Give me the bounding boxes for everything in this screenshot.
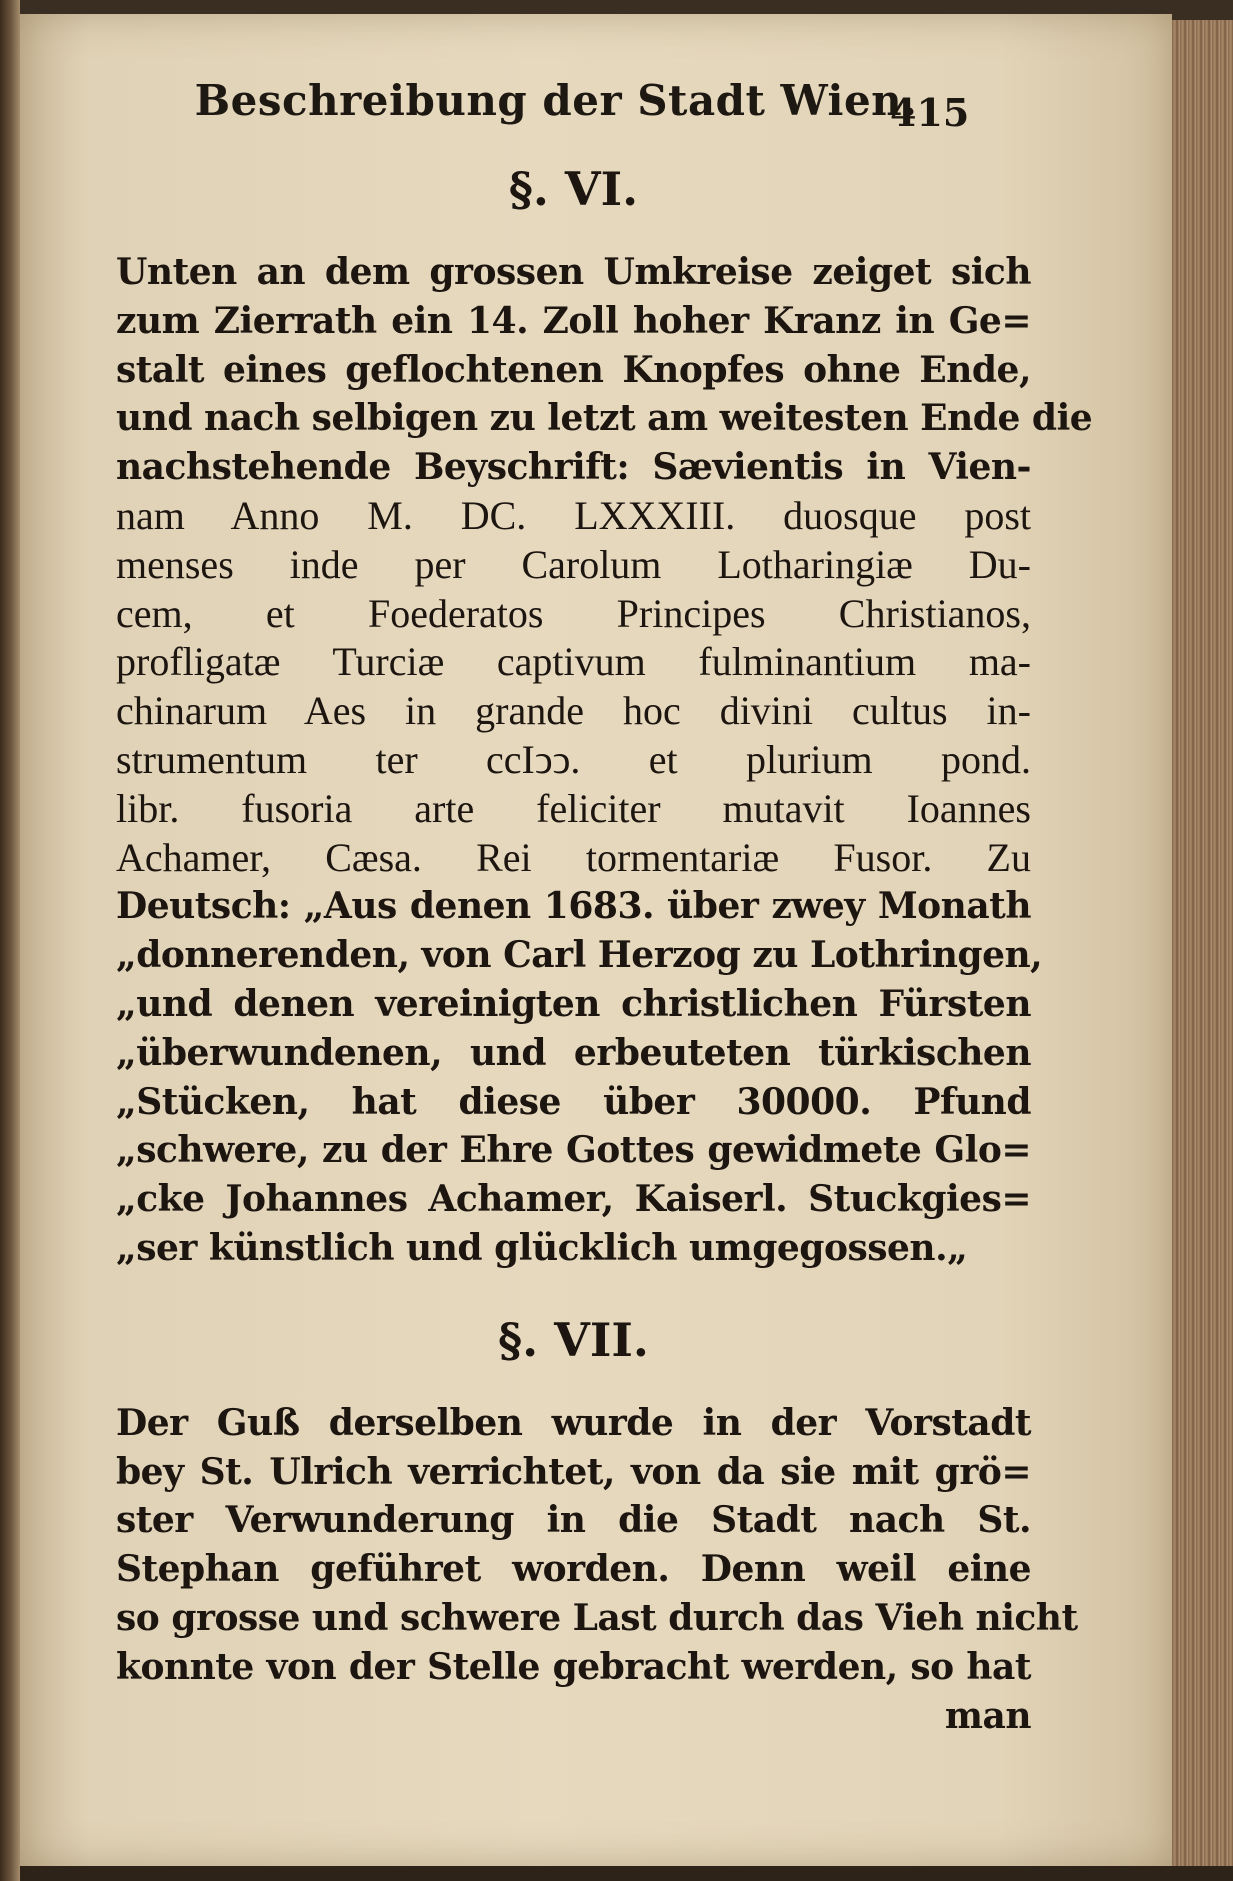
section-vii-body [116,1399,1078,1741]
facing-page-edge [0,0,20,1881]
text-line: Der Guß derselben wurde in der Vorstadt [116,1401,1031,1444]
text-line: „schwere, zu der Ehre Gottes gewidmete Glo= [116,1129,1031,1172]
text-line: cem, et Foederatos Principes Christianos, [116,590,1031,636]
text-line: Unten an dem grossen Umkreise zeiget sich [116,251,1031,293]
text-line: profligatæ Turciæ captivum fulminantium ma- [116,639,1031,685]
page-stack-edge [1172,20,1233,1881]
catchword: man [944,1694,1031,1737]
page-paper [20,14,1172,1866]
running-title: Beschreibung der Stadt Wien. [194,76,918,125]
text-line: „und denen vereinigten christlichen Fürsten [116,982,1031,1025]
spacer [116,1375,1031,1399]
text-line: stalt eines geflochtenen Knopfes ohne Ende, [116,348,1031,391]
text-line: nachstehende Beyschrift: Sævientis in Vien- [116,446,1031,489]
text-line: „cke Johannes Achamer, Kaiserl. Stuckgies= [116,1178,1031,1221]
text-line: Achamer, Cæsa. Rei tormentariæ Fusor. Zu [116,834,1031,880]
text-line: Stephan geführet worden. Denn weil eine [116,1548,1031,1591]
text-line: bey St. Ulrich verrichtet, von da sie mit grö= [116,1450,1031,1493]
text-line: nam Anno M. DC. LXXXIII. duosque post [116,492,1031,538]
text-line: Deutsch: „Aus denen 1683. über zwey Monath [116,885,1031,928]
text-line: so grosse und schwere Last durch das Vieh nicht [116,1596,1078,1639]
text-line: „überwundenen, und erbeuteten türkischen [116,1031,1031,1074]
text-line: menses inde per Carolum Lotharingiæ Du- [116,541,1031,587]
text-line: „Stücken, hat diese über 30000. Pfund [116,1080,1031,1123]
page-number: 415 [890,90,970,135]
text-block [116,154,1093,1740]
spacer [116,224,1031,248]
spacer [116,1273,1031,1305]
text-line: „ser künstlich und glücklich umgegossen.„ [116,1226,968,1269]
text-line: „donnerenden, von Carl Herzog zu Lothringen, [116,934,1043,977]
section-vi-body [116,248,1093,1273]
running-head [20,76,1172,135]
text-line: strumentum ter ccIↄↄ. et plurium pond. [116,736,1031,782]
bottom-shadow [20,1866,1233,1881]
text-line: zum Zierrath ein 14. Zoll hoher Kranz in Ge= [116,299,1031,342]
text-line: konnte von der Stelle gebracht werden, so hat [116,1645,1031,1688]
text-line: ster Verwunderung in die Stadt nach St. [116,1499,1031,1542]
section-heading-vi: §. VI. [508,162,639,216]
text-line: und nach selbigen zu letzt am weitesten Ende die [116,397,1093,440]
text-line: chinarum Aes in grande hoc divini cultus in- [116,688,1031,734]
section-heading-vii: §. VII. [498,1312,649,1367]
text-line: libr. fusoria arte feliciter mutavit Ioannes [116,785,1031,831]
